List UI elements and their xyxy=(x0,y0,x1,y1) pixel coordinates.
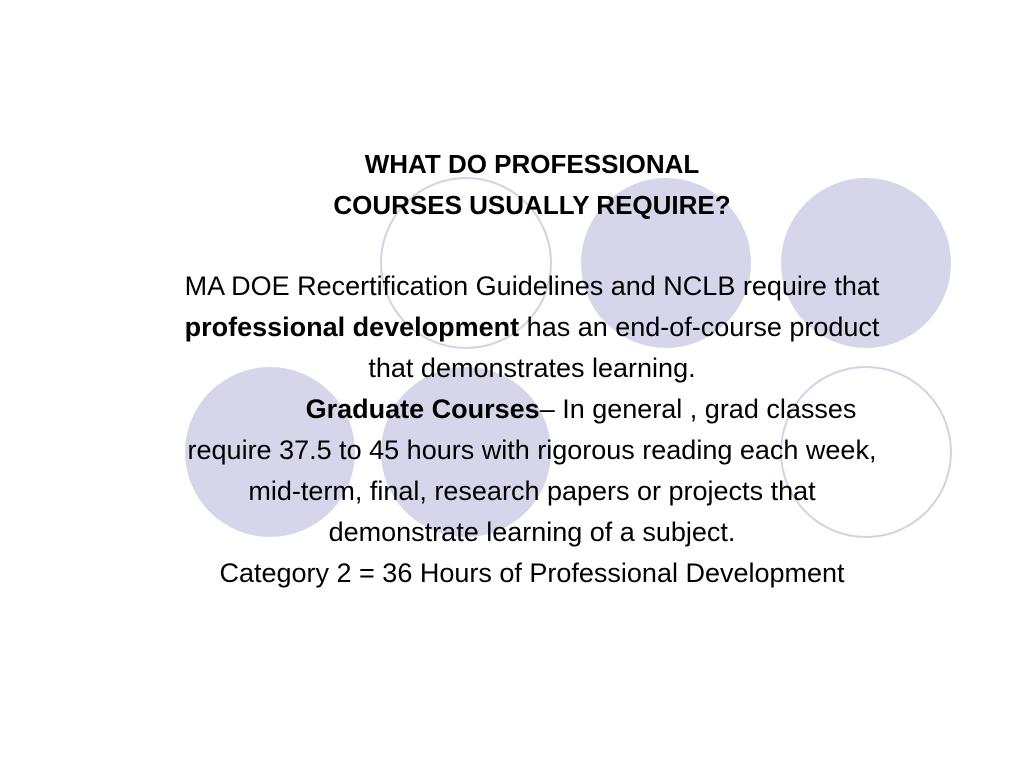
body-text-span: has an end-of-course product xyxy=(519,312,880,342)
body-text-line: mid-term, final, research papers or projects that xyxy=(248,476,816,506)
bold-term: professional development xyxy=(184,312,520,342)
slide-title-line-2: COURSES USUALLY REQUIRE? xyxy=(333,190,731,220)
body-text-line xyxy=(0,389,1024,430)
slide-title-line-1: WHAT DO PROFESSIONAL xyxy=(364,149,700,179)
body-text-line: MA DOE Recertification Guidelines and NCLB require that xyxy=(184,271,880,301)
body-text-line: that demonstrates learning. xyxy=(368,353,696,383)
body-text-span: – In general , grad classes xyxy=(539,394,857,424)
body-text-line: require 37.5 to 45 hours with rigorous reading each week, xyxy=(187,435,877,465)
body-text-line xyxy=(0,307,1024,348)
category-line: Category 2 = 36 Hours of Professional Development xyxy=(219,558,845,588)
bold-term: Graduate Courses xyxy=(305,394,540,424)
body-text-line: demonstrate learning of a subject. xyxy=(328,517,736,547)
